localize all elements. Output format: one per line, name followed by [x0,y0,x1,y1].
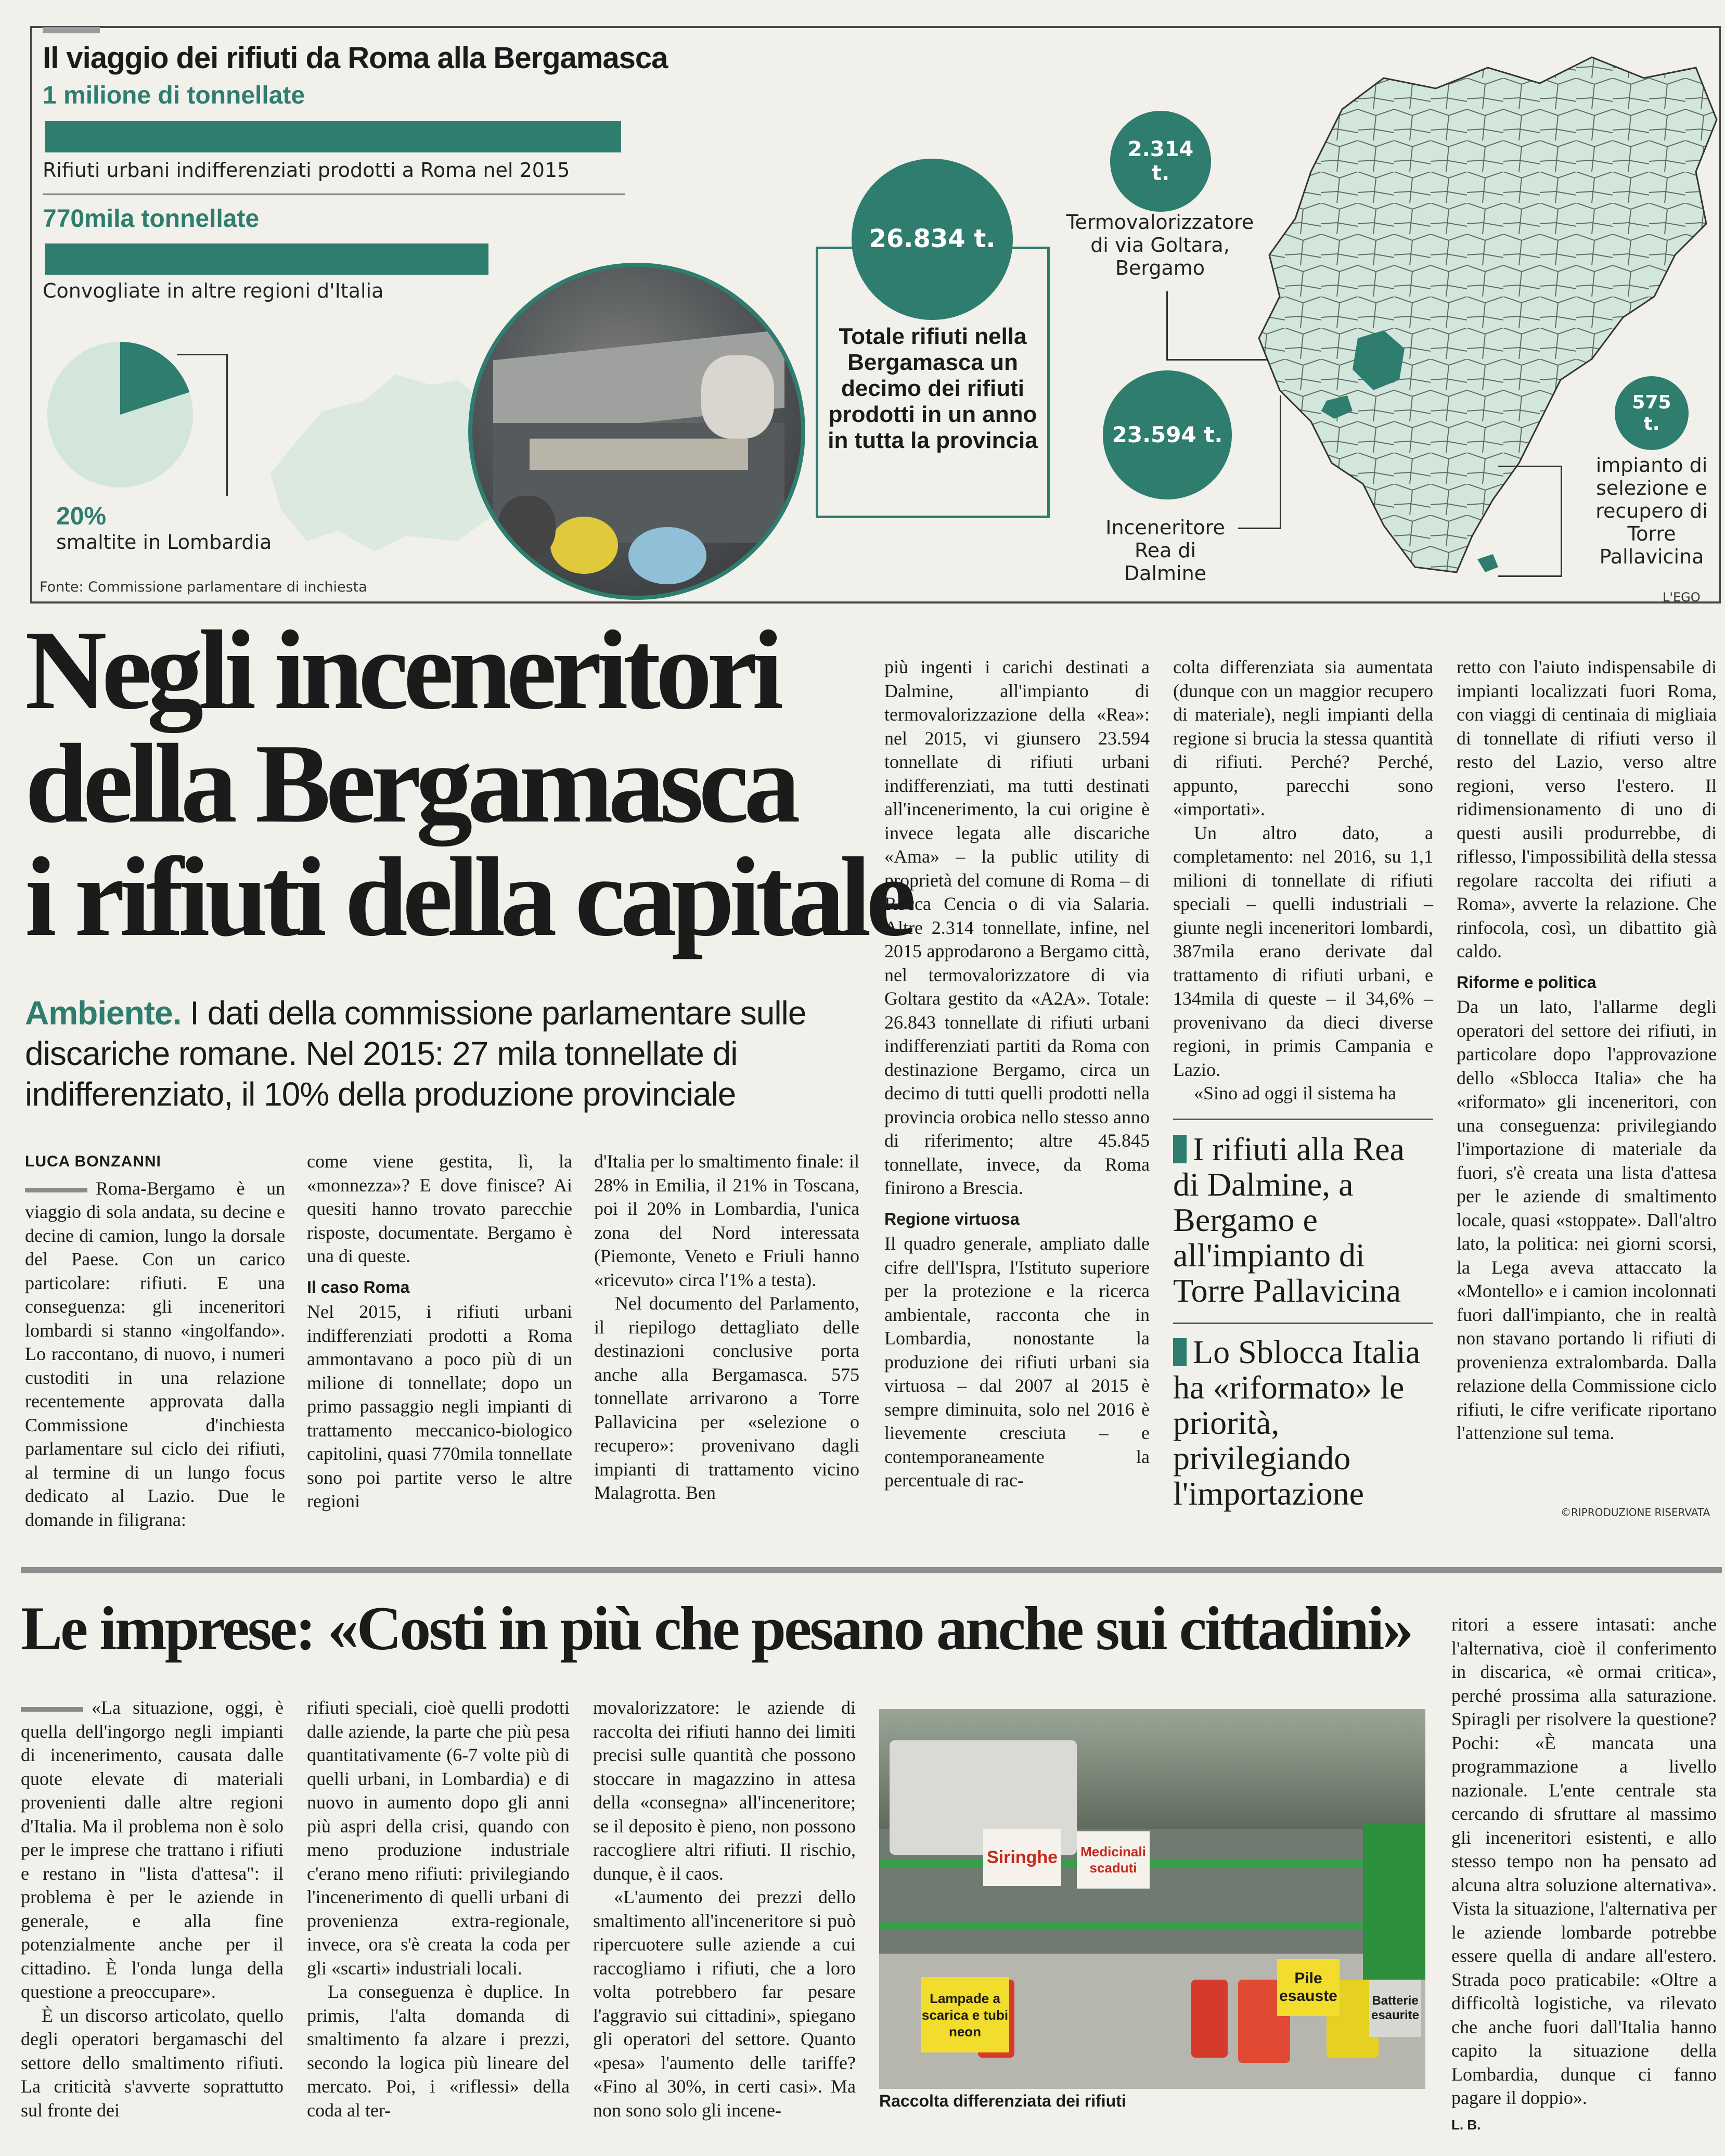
stat2-desc: Convogliate in altre regioni d'Italia [43,279,384,302]
infographic-credit: L'EGO [1663,590,1701,605]
infographic-kicker-bar [43,27,100,33]
stat1-desc: Rifiuti urbani indifferenziati prodotti a Roma nel 2015 [43,159,570,182]
pie-leader-line [177,354,228,496]
stat-divider [43,194,625,195]
article1-copyright: ©RIPRODUZIONE RISERVATA [1561,1506,1710,1519]
article1-subhead-caso-roma: Il caso Roma [307,1277,410,1297]
article1-byline: LUCA BONZANNI [25,1153,161,1170]
sign-siringhe: Siringhe [983,1829,1061,1886]
article1-summary-text: I dati della commissione parlamentare sulle discariche romane. Nel 2015: 27 mila tonnellate di indifferenziato, il 10% della produzione provinciale [25,994,806,1113]
article1-col5-p1: colta differenziata sia aumentata (dunque con un maggior recupero di materiale), negli impianti della regione si brucia la stessa quantità di rifiuti. Perché? Perché, appunto, parecchi sono «importati». [1173,657,1433,819]
lead-dash [25,1188,87,1192]
photo-waste-bins [468,263,805,600]
sign-medicinali: Medicinali scaduti [1077,1831,1150,1889]
article1-column-1 [25,1150,285,1532]
article2-col4-text: ritori a essere intasati: anche l'alternativa, cioè il conferimento in discarica, «è ormai critica», perché prossima alla saturazione. Spiragli per risolvere la questione? Pochi: «È mancata una programmazione a livello nazionale. L'ente centrale sta cercando di sfruttare al massimo gli inceneritori esistenti, e allo stesso tempo non ha pensato ad alcuna altra soluzione alternativa». Vista la situazione, l'alternativa per le aziende lombarde potrebbe essere quella di andare all'estero. Strada poco praticabile: «Oltre a difficoltà logistiche, va rilevato che anche fuori dall'Italia hanno capito la situazione della Lombardia, dunque ci fanno pagare il doppio». [1451,1614,1717,2108]
article2-col2-p1: rifiuti speciali, cioè quelli prodotti dalle aziende, la parte che più pesa quantitativamente (6-7 volte più di quelli urbani, in Lombardia) e di nuovo in aumento dopo gli anni più aspri della crisi, quando con meno produzione industriale c'erano meno rifiuti: privilegiando l'incenerimento di quelli urbani di provenienza extra-regionale, invece, ora s'è creata la coda per gli «scarti» industriali locali. [307,1697,570,1979]
stat1-value: 1 milione di tonnellate [43,82,305,109]
headline-line-2: della Bergamasca [25,721,795,846]
article2-col3-p1: movalorizzatore: le aziende di raccolta dei rifiuti hanno dei limiti precisi sulle quantità che possono stoccare in magazzino in attesa della «consegna» all'inceneritore; se il deposito è pieno, non possono raccogliere altri rifiuti. Il rischio, dunque, è il caos. [593,1697,856,1884]
goltara-value: 2.314 t. [1127,137,1194,185]
article1-col3-p2: Nel documento del Parlamento, il riepilogo dettagliato delle destinazioni conclusive porta anche alla Bergamasca. 575 tonnellate arrivarono a Torre Pallavicina per «selezione o recupero»: provenivano dagli impianti di trattamento vicino Malagrotta. Ben [594,1293,859,1503]
article1-col2-p1: come viene gestita, lì, la «monnezza»? E dove finisce? Ai quesiti hanno trovato parecchie risposte, documentate. Bergamo è una di queste. [307,1151,572,1266]
pie-desc: smaltite in Lombardia [56,531,272,554]
article1-column-5 [1173,656,1433,1106]
goltara-desc: Termovalorizzatore di via Goltara, Bergamo [1066,211,1254,279]
pallavicina-value: 575 t. [1632,391,1671,434]
article2-col2-p2: La conseguenza è duplice. In primis, l'alta domanda di smaltimento fa alzare i prezzi, secondo la logica più lineare del mercato. Poi, i «riflessi» della coda al ter- [307,1981,570,2121]
article1-headline [25,608,911,960]
pullquote-divider-2 [1173,1323,1433,1324]
article2-column-1 [21,1696,284,2122]
article1-column-6 [1457,656,1717,1445]
total-value: 26.834 t. [869,224,996,254]
article2-headline: Le imprese: «Costi in più che pesano anche sui cittadini» [21,1594,1412,1663]
article1-summary [25,993,836,1114]
article1-col5-p3: «Sino ad oggi il sistema ha [1194,1083,1396,1103]
article1-subhead-riforme: Riforme e politica [1457,972,1597,992]
article1-col1-text: Roma-Bergamo è un viaggio di sola andata, su decine e decine di camion, lungo la dorsale del Paese. Con un carico particolare: rifiuti. E una conseguenza: gli inceneritori lombardi si stanno «ingolfando». Lo raccontano, di nuovo, i numeri custoditi in una relazione recentemente approvata dalla Commissione d'inchiesta parlamentare sul ciclo dei rifiuti, al termine di un lungo focus dedicato al Lazio. Due le domande in filigrana: [25,1177,285,1530]
dalmine-bubble [1103,370,1232,499]
article2-signature: L. B. [1451,2116,1481,2133]
map-torre-pallavicina [1477,554,1498,572]
article1-column-2 [307,1150,572,1513]
pallavicina-leader-line [1498,466,1562,577]
sign-lampade: Lampade a scarica e tubi neon [921,1977,1009,2052]
headline-line-3: i rifiuti della capitale [25,835,911,960]
pullquote-marker [1173,1135,1187,1163]
infographic-source: Fonte: Commissione parlamentare di inchiesta [40,579,367,595]
pullquote-2 [1173,1334,1433,1511]
article2-col1-text: «La situazione, oggi, è quella dell'ingorgo negli impianti di incenerimento, causata dalle quote elevate di materiali provenienti dalle altre regioni d'Italia. Ma il problema non è solo per le imprese che trattano i rifiuti e restano in "lista d'attesa": il problema è per le aziende in generale, e alla fine potenzialmente anche per il cittadino. È l'onda lunga della questione a preoccupare». [21,1697,284,2002]
sign-pile: Pile esauste [1277,1959,1340,2016]
article1-column-3 [594,1150,859,1505]
pullquote-2-text: Lo Sblocca Italia ha «riformato» le priorità, privilegiando l'importazione [1173,1333,1421,1512]
pullquote-divider-1 [1173,1119,1433,1120]
total-desc: Totale rifiuti nella Bergamasca un decimo dei rifiuti prodotti in un anno in tutta la provincia [828,324,1038,453]
photo-caption: Raccolta differenziata dei rifiuti [879,2091,1126,2110]
headline-line-1: Negli inceneritori [25,608,779,733]
section-separator [21,1567,1722,1573]
pie-chart [45,339,196,490]
pullquote-marker [1173,1338,1187,1366]
goltara-bubble [1110,111,1211,212]
pie-value: 20% [56,503,107,530]
article2-column-4 [1451,1613,1717,2137]
article1-column-4 [884,656,1150,1493]
lead-dash [21,1707,83,1712]
article1-col4-p2: Il quadro generale, ampliato dalle cifre dell'Ispra, l'Istituto superiore per la protezione e la ricerca ambientale, racconta che in Lombardia, nonostante la produzione dei rifiuti urbani sia virtuosa – dal 2007 al 2015 è sempre diminuita, solo nel 2016 è lievemente cresciuta – e contemporaneamente la percentuale di rac- [884,1233,1150,1491]
article1-col5-p2: Un altro dato, a completamento: nel 2016, su 1,1 milioni di tonnellate di rifiuti speciali – quelli industriali – giunte negli inceneritori lombardi, 387mila erano derivate dal trattamento di rifiuti urbani, e 134mila di queste – il 34,6% – provenivano da dieci diverse regioni, in primis Campania e Lazio. [1173,822,1433,1080]
sign-batterie: Batterie esaurite [1369,1980,1421,2037]
article2-column-3 [593,1696,856,2122]
pallavicina-desc: impianto di selezione e recupero di Torre Pallavicina [1595,454,1708,568]
article1-kicker: Ambiente. [25,994,182,1032]
article2-col3-p2: «L'aumento dei prezzi dello smaltimento all'inceneritore si può ripercuotere sulle aziende a cui raccogliamo i rifiuti, che a loro volta potrebbero far pesare l'aggravio sui cittadini», spiegano gli operatori del settore. Quanto «pesa» l'aumento delle tariffe? «Fino al 30%, in certi casi». Ma non sono solo gli incene- [593,1886,856,2121]
total-bubble [852,159,1013,320]
infographic-title: Il viaggio dei rifiuti da Roma alla Bergamasca [43,41,668,75]
pullquote-1-text: I rifiuti alla Rea di Dalmine, a Bergamo e all'impianto di Torre Pallavicina [1173,1131,1405,1309]
article2-col1-p2: È un discorso articolato, quello degli operatori bergamaschi del settore dello smaltimento rifiuti. La criticità s'avverte soprattutto sul fronte dei [21,2005,284,2121]
stat1-bar [45,121,621,152]
stat2-value: 770mila tonnellate [43,205,260,233]
dalmine-desc: Inceneritore Rea di Dalmine [1105,516,1225,585]
pullquote-1 [1173,1132,1433,1308]
article1-subhead-regione-virtuosa: Regione virtuosa [884,1209,1020,1228]
stat2-bar [45,243,488,275]
article1-col6-p1: retto con l'aiuto indispensabile di impianti localizzati fuori Roma, con viaggi di centinaia di migliaia di tonnellate di rifiuti verso il resto del Lazio, verso altre regioni, verso l'estero. Il ridimensionamento di uno di questi ausili produrrebbe, di riflesso, l'impossibilità della stessa regolare raccolta dei rifiuti a Roma», avverte la relazione. Che rinfocola, così, un dibattito già caldo. [1457,657,1717,961]
article1-col2-p2: Nel 2015, i rifiuti urbani indifferenziati prodotti a Roma ammontavano a poco più di un milione di tonnellate; dopo un primo passaggio negli impianti di trattamento meccanico-biologico capitolini, quasi 770mila tonnellate sono poi partite verso le altre regioni [307,1301,572,1511]
article1-col3-p1: d'Italia per lo smaltimento finale: il 28% in Emilia, il 21% in Toscana, poi il 20% in Lombardia, l'unica zona del Nord interessata (Piemonte, Veneto e Friuli hanno «ricevuto» circa l'1% a testa). [594,1151,859,1290]
pallavicina-bubble [1615,376,1689,450]
article2-column-2 [307,1696,570,2122]
article1-col6-p2: Da un lato, l'allarme degli operatori del settore dei rifiuti, in particolare dopo l'approvazione dello «Sblocca Italia» che ha «riformato» gli inceneritori, con una conseguenza: privilegiando l'importazione di materiale da fuori, s'è creata una lista d'attesa per le aziende di smaltimento locale, quasi «stoppate». Dall'altro lato, la politica: nei giorni scorsi, la Lega aveva attaccato la «Montello» e i camion incolonnati fuori dall'impianto, che in realtà non stavano portando li rifiuti di provenienza extralombarda. Dalla relazione della Commissione ciclo rifiuti, le cifre verificate riportano l'attenzione sul tema. [1457,996,1717,1443]
dalmine-value: 23.594 t. [1112,421,1223,447]
article1-col4-p1: più ingenti i carichi destinati a Dalmine, all'impianto di termovalorizzazione della «Rea»: nel 2015, vi giunsero 23.594 tonnellate di rifiuti urbani indifferenziati, ma tutti destinati all'incenerimento, la cui origine è invece legata alle discariche «Ama» – la public utility di proprietà del comune di Roma – di Rocca Cencia o di via Salaria. Altre 2.314 tonnellate, infine, nel 2015 approdarono a Bergamo città, nel termovalorizzatore di via Goltara gestito da «A2A». Totale: 26.843 tonnellate di rifiuti urbani indifferenziati partiti da Roma con destinazione Bergamo, circa un decimo di tutti quelli prodotti nella provincia orobica nello stesso anno di riferimento; altre 45.845 tonnellate, invece, da Roma finirono a Brescia. [884,657,1150,1198]
